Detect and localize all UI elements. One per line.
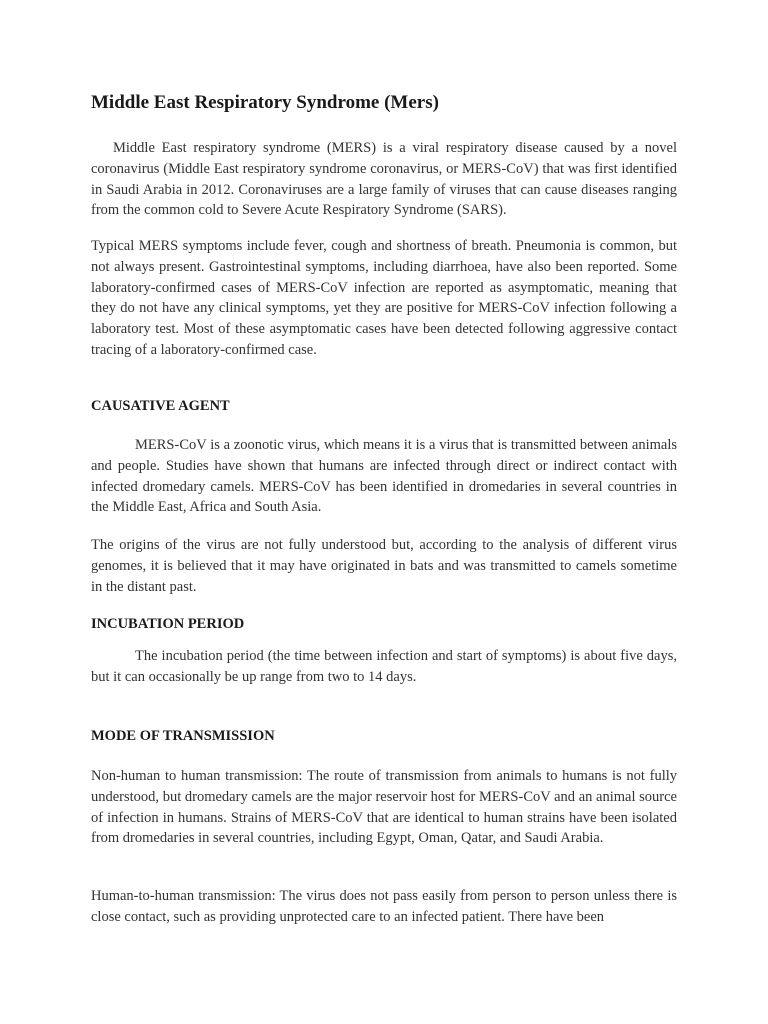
section-heading-causative-agent: CAUSATIVE AGENT — [91, 398, 230, 414]
section-heading-mode-of-transmission: MODE OF TRANSMISSION — [91, 728, 275, 744]
transmission-paragraph-non-human: Non-human to human transmission: The route of transmission from animals to humans is not fully understood, but dromedary camels are the major reservoir host for MERS-CoV and an animal source of infection in humans. Strains of MERS-CoV that are identical to human strains have been isolated from dromedaries in several countries, including Egypt, Oman, Qatar, and Saudi Arabia. — [91, 768, 677, 847]
causative-agent-paragraph-2: The origins of the virus are not fully understood but, according to the analysis of different virus genomes, it is believed that it may have originated in bats and was transmitted to camels sometime in the distant past. — [91, 537, 677, 595]
document-title: Middle East Respiratory Syndrome (Mers) — [91, 92, 439, 113]
intro-paragraph-1: Middle East respiratory syndrome (MERS) is a viral respiratory disease caused by a novel coronavirus (Middle East respiratory syndrome coronavirus, or MERS‐CoV) that was first identified in Saudi Arabia in 2012. Coronaviruses are a large family of viruses that can cause diseases ranging from the common cold to Severe Acute Respiratory Syndrome (SARS). — [91, 140, 677, 219]
incubation-period-paragraph: The incubation period (the time between infection and start of symptoms) is about five days, but it can occasionally be up range from two to 14 days. — [91, 648, 677, 685]
document-page — [91, 0, 677, 1024]
intro-paragraph-2: Typical MERS symptoms include fever, cough and shortness of breath. Pneumonia is common, but not always present. Gastrointestinal symptoms, including diarrhoea, have also been reported. Some laboratory-confirmed cases of MERS-CoV infection are reported as asymptomatic, meaning that they do not have any clinical symptoms, yet they are positive for MERS-CoV infection following a laboratory test. Most of these asymptomatic cases have been detected following aggressive contact tracing of a laboratory-confirmed case. — [91, 238, 677, 358]
transmission-paragraph-human: Human-to-human transmission: The virus does not pass easily from person to person unless there is close contact, such as providing unprotected care to an infected patient. There have been — [91, 888, 677, 925]
section-heading-incubation-period: INCUBATION PERIOD — [91, 616, 245, 632]
causative-agent-paragraph-1: MERS-CoV is a zoonotic virus, which means it is a virus that is transmitted between animals and people. Studies have shown that humans are infected through direct or indirect contact with infected dromedary camels. MERS-CoV has been identified in dromedaries in several countries in the Middle East, Africa and South Asia. — [91, 437, 677, 516]
